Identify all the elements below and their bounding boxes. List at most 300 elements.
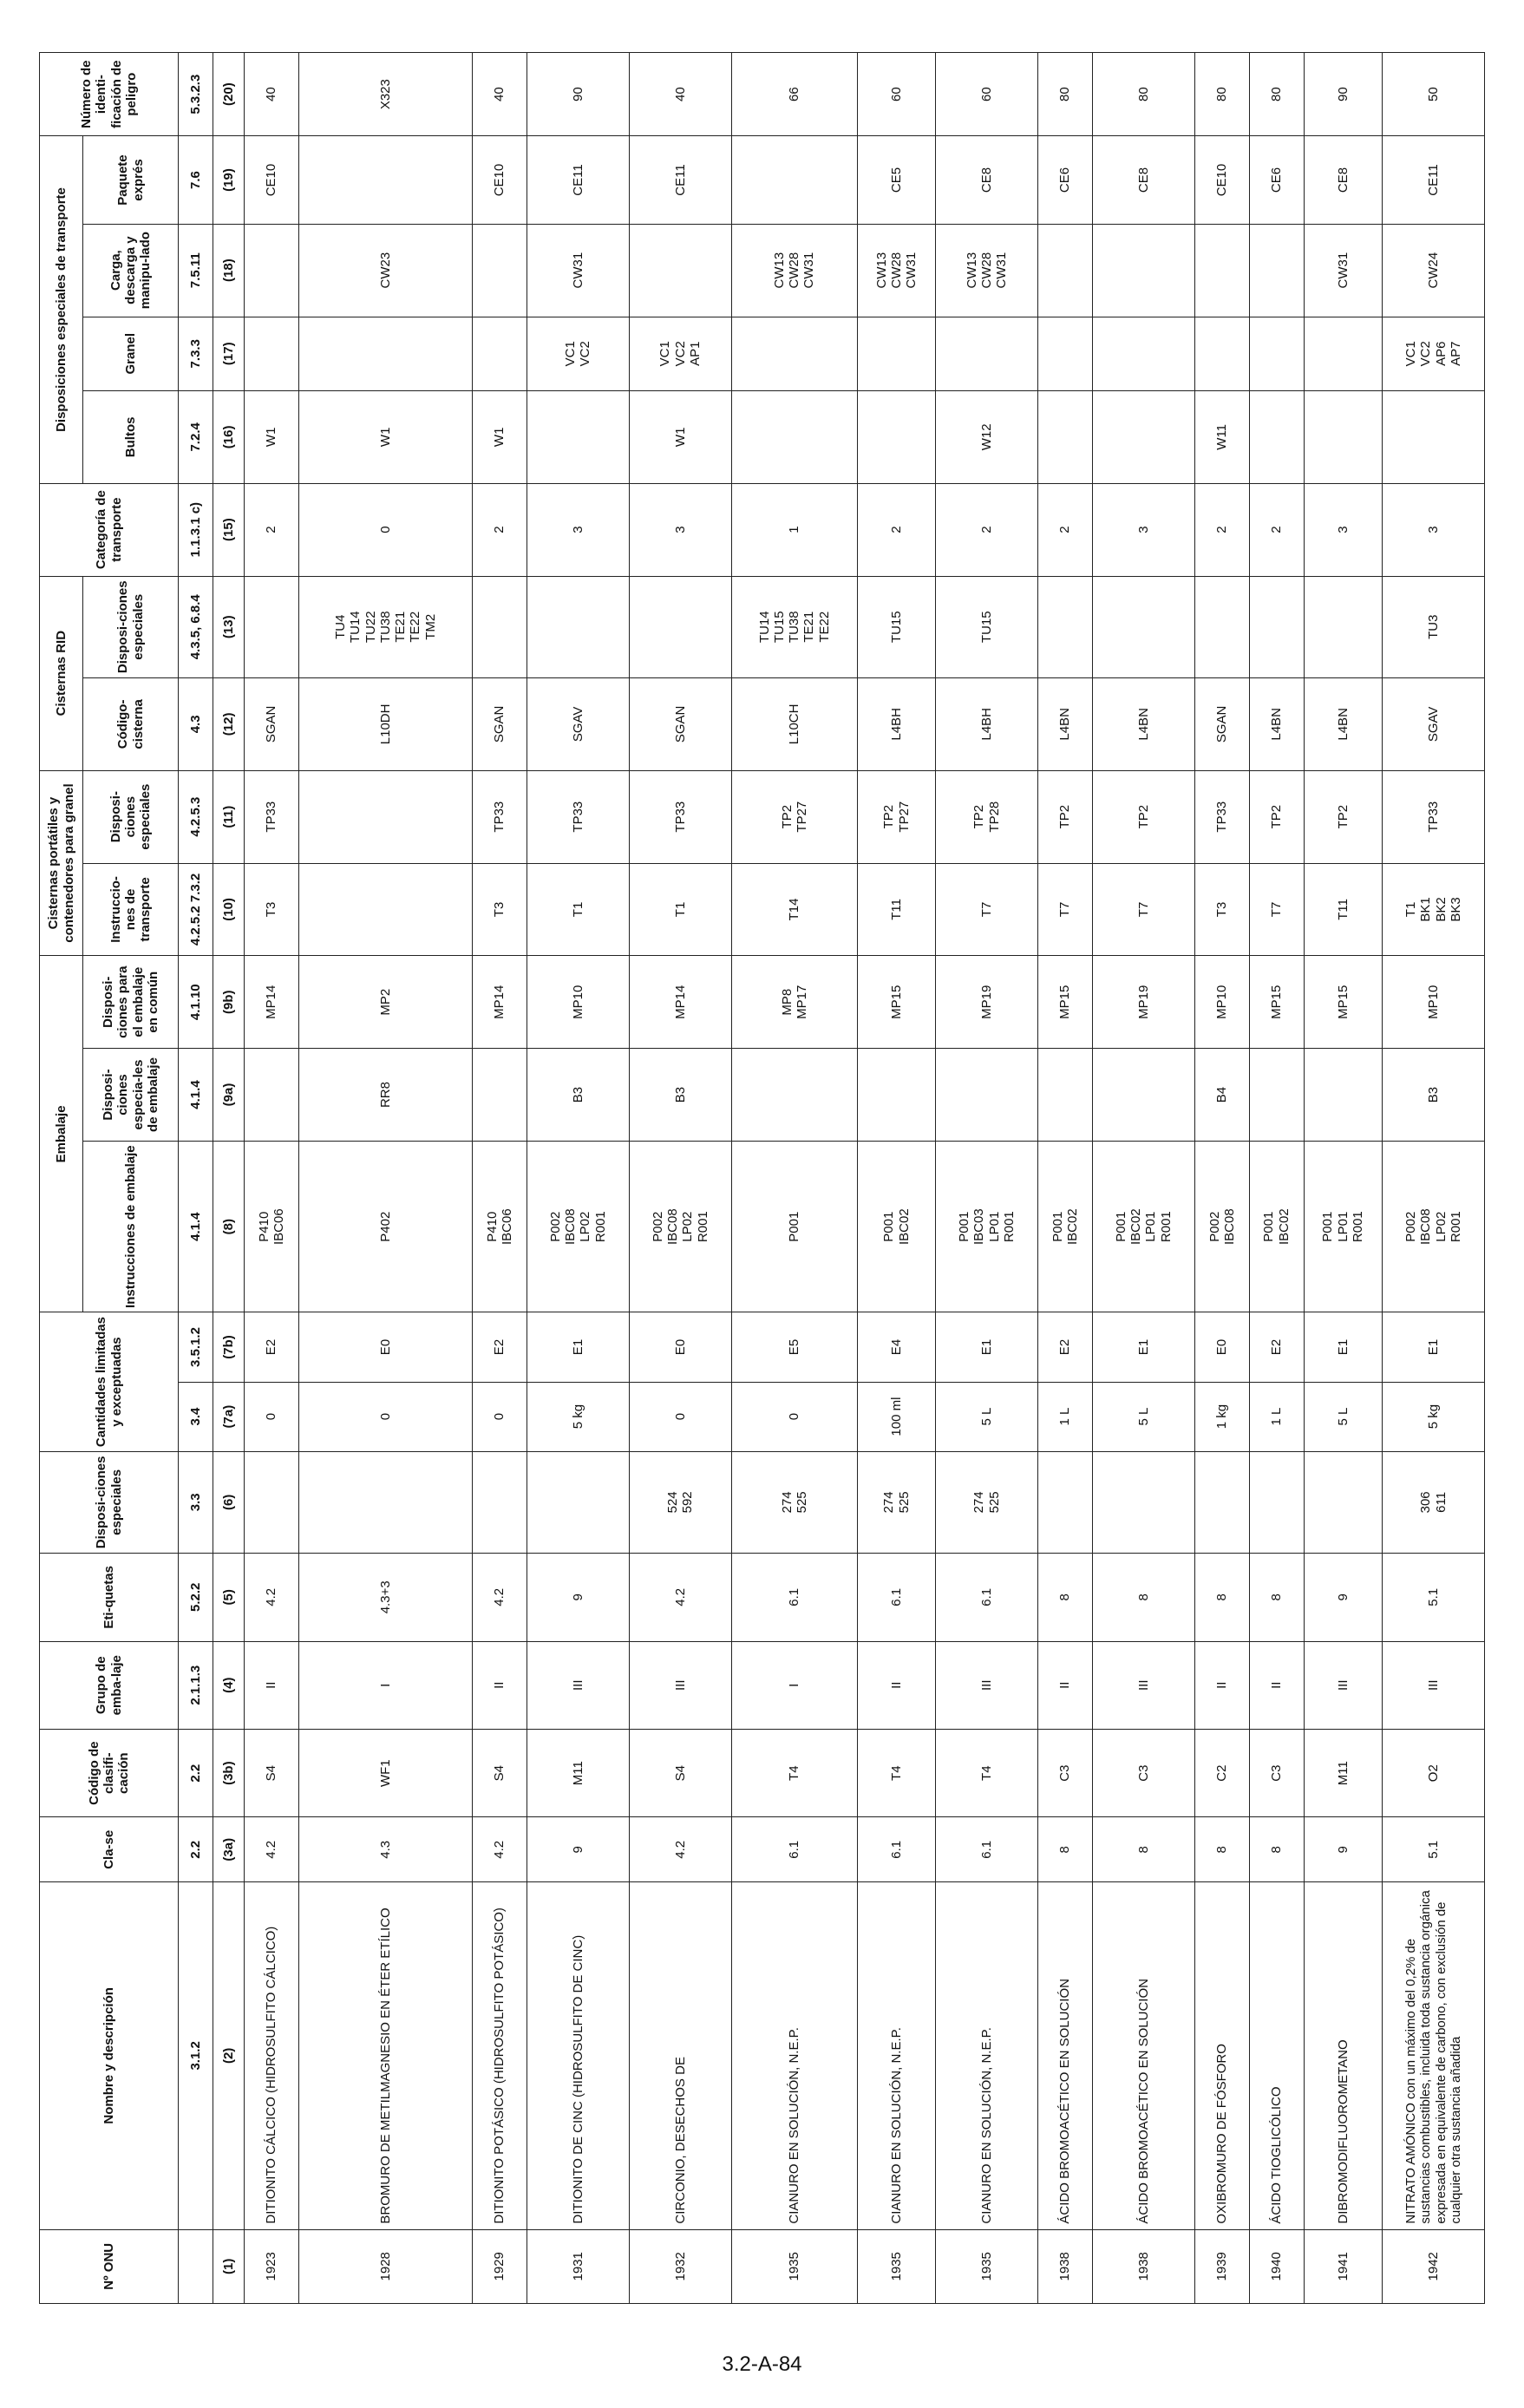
table-row-cell: E1 — [1304, 1312, 1382, 1382]
table-row-cell: 3 — [1093, 483, 1195, 576]
reference-row-cell: 2.2 — [179, 1817, 213, 1882]
table-row-cell: T14 — [731, 863, 857, 956]
table-row-cell: 306 611 — [1383, 1451, 1485, 1553]
table-row-cell: TP2 — [1093, 770, 1195, 863]
table-row-cell: 8 — [1194, 1554, 1249, 1641]
table-row-cell — [298, 1451, 472, 1553]
table-row-cell: C3 — [1093, 1729, 1195, 1816]
table-row-cell: 40 — [245, 53, 299, 136]
table-row-cell: TP2 TP28 — [936, 770, 1038, 863]
table-row-cell: 3 — [1304, 483, 1382, 576]
table-row-cell: 1932 — [629, 2229, 731, 2303]
table-row-cell: CE10 — [1194, 136, 1249, 224]
table-row-cell: 1928 — [298, 2229, 472, 2303]
column-number-row-cell: (7b) — [213, 1312, 245, 1382]
table-row-cell: MP14 — [473, 956, 527, 1049]
table-row-cell: TP33 — [1383, 770, 1485, 863]
reference-row-cell: 4.1.10 — [179, 956, 213, 1049]
table-row-cell: 6.1 — [936, 1817, 1038, 1882]
table-row-cell: 1938 — [1038, 2229, 1093, 2303]
table-row-cell: 2 — [1038, 483, 1093, 576]
table-row-cell: 524 592 — [629, 1451, 731, 1553]
table-row-cell: SGAV — [527, 677, 630, 770]
header-cantidades: Cantidades limitadas y exceptuadas — [40, 1312, 179, 1451]
table-row-cell: P001 IBC02 — [1038, 1141, 1093, 1312]
column-number-row-cell: (12) — [213, 677, 245, 770]
table-row-cell: TU3 — [1383, 576, 1485, 677]
table-row-cell — [1194, 1451, 1249, 1553]
table-row-cell: CW31 — [527, 224, 630, 317]
table-row-cell: TP33 — [473, 770, 527, 863]
table-row — [1093, 53, 1195, 2304]
table-row-cell: CIANURO EN SOLUCIÓN, N.E.P. — [857, 1882, 935, 2229]
table-row-cell — [1249, 576, 1304, 677]
table-row-cell: X323 — [298, 53, 472, 136]
table-row-cell: TP33 — [629, 770, 731, 863]
reference-row-cell: 7.5.11 — [179, 224, 213, 317]
table-row-cell: CW31 — [1304, 224, 1382, 317]
header-disposiciones-transporte: Disposiciones especiales de transporte — [40, 136, 83, 483]
table-row-cell: 1935 — [731, 2229, 857, 2303]
table-row-cell: 6.1 — [857, 1817, 935, 1882]
table-row-cell — [857, 317, 935, 390]
table-row-cell — [1249, 390, 1304, 483]
table-row-cell: III — [629, 1641, 731, 1729]
table-row-cell: 4.3 — [298, 1817, 472, 1882]
table-row-cell: T7 — [1038, 863, 1093, 956]
table-row-cell: VC1 VC2 AP1 — [629, 317, 731, 390]
table-row-cell: C3 — [1038, 1729, 1093, 1816]
table-row-cell: CE6 — [1249, 136, 1304, 224]
table-row-cell: 80 — [1038, 53, 1093, 136]
column-number-row-cell: (19) — [213, 136, 245, 224]
table-row-cell: 4.2 — [245, 1817, 299, 1882]
table-row-cell: I — [298, 1641, 472, 1729]
table-row-cell: 2 — [857, 483, 935, 576]
table-row-cell: W1 — [245, 390, 299, 483]
column-number-row-cell: (9b) — [213, 956, 245, 1049]
column-number-row-cell: (5) — [213, 1554, 245, 1641]
table-row — [527, 53, 630, 2304]
table-row-cell: MP8 MP17 — [731, 956, 857, 1049]
table-row-cell: L4BH — [857, 677, 935, 770]
table-row-cell: 0 — [245, 1382, 299, 1451]
table-row-cell: 2 — [473, 483, 527, 576]
table-row-cell: MP2 — [298, 956, 472, 1049]
table-row — [1383, 53, 1485, 2304]
table-row-cell — [1304, 317, 1382, 390]
table-row-cell — [1093, 576, 1195, 677]
table-row-cell: T3 — [473, 863, 527, 956]
table-row-cell: SGAN — [629, 677, 731, 770]
header-nombre: Nombre y descripción — [40, 1882, 179, 2229]
table-row-cell: RR8 — [298, 1049, 472, 1142]
reference-row-cell: 7.6 — [179, 136, 213, 224]
table-row-cell: 274 525 — [857, 1451, 935, 1553]
table-row-cell: 1 — [731, 483, 857, 576]
table-row-cell: MP15 — [857, 956, 935, 1049]
reference-row-cell: 7.3.3 — [179, 317, 213, 390]
table-row-cell: 0 — [298, 1382, 472, 1451]
table-row-cell: MP10 — [1383, 956, 1485, 1049]
table-row-cell: P001 IBC02 LP01 R001 — [1093, 1141, 1195, 1312]
table-row-cell: MP10 — [527, 956, 630, 1049]
table-row — [731, 53, 857, 2304]
table-row-cell: III — [527, 1641, 630, 1729]
table-row-cell: 8 — [1093, 1817, 1195, 1882]
header-expres: Paquete exprés — [83, 136, 179, 224]
table-row-cell — [629, 576, 731, 677]
table-row-cell: 80 — [1249, 53, 1304, 136]
table-row-cell: 8 — [1249, 1554, 1304, 1641]
reference-row-cell: 2.2 — [179, 1729, 213, 1816]
table-row-cell: II — [245, 1641, 299, 1729]
table-row-cell: 1941 — [1304, 2229, 1382, 2303]
table-row-cell: T4 — [936, 1729, 1038, 1816]
table-row-cell: 5 L — [1304, 1382, 1382, 1451]
table-row-cell: T11 — [857, 863, 935, 956]
table-row-cell: B3 — [527, 1049, 630, 1142]
table-row-cell — [1304, 390, 1382, 483]
table-row-cell: 8 — [1038, 1554, 1093, 1641]
table-row-cell: II — [1249, 1641, 1304, 1729]
table-row-cell — [936, 317, 1038, 390]
header-disposiciones-portatiles: Disposi-ciones especiales — [83, 770, 179, 863]
table-row-cell: III — [1383, 1641, 1485, 1729]
table-row-cell — [1093, 1451, 1195, 1553]
reference-row-cell: 2.1.1.3 — [179, 1641, 213, 1729]
table-row-cell — [629, 224, 731, 317]
table-row-cell: TP2 TP27 — [731, 770, 857, 863]
table-row-cell: CW23 — [298, 224, 472, 317]
table-row-cell: 90 — [527, 53, 630, 136]
table-row-cell: TU14 TU15 TU38 TE21 TE22 — [731, 576, 857, 677]
table-row-cell: MP19 — [936, 956, 1038, 1049]
table-row-cell: CE11 — [1383, 136, 1485, 224]
table-row-cell: 5 kg — [1383, 1382, 1485, 1451]
table-body — [179, 53, 1485, 2304]
table-row-cell: T4 — [731, 1729, 857, 1816]
header-embalaje-comun: Disposi-ciones para el embalaje en común — [83, 956, 179, 1049]
table-row-cell: 5 L — [936, 1382, 1038, 1451]
table-row-cell: W12 — [936, 390, 1038, 483]
table-row-cell: 5.1 — [1383, 1554, 1485, 1641]
table-row — [629, 53, 731, 2304]
column-number-row-cell: (7a) — [213, 1382, 245, 1451]
table-row-cell: L4BN — [1249, 677, 1304, 770]
table-row-cell: CW24 — [1383, 224, 1485, 317]
table-row-cell — [936, 1049, 1038, 1142]
header-etiquetas: Eti-quetas — [40, 1554, 179, 1641]
table-row-cell: TP33 — [527, 770, 630, 863]
table-row-cell: T3 — [1194, 863, 1249, 956]
table-row-cell: CW13 CW28 CW31 — [731, 224, 857, 317]
reference-row — [179, 53, 213, 2304]
table-row-cell: W11 — [1194, 390, 1249, 483]
table-row-cell: CE8 — [1304, 136, 1382, 224]
table-row-cell: P002 IBC08 LP02 R001 — [1383, 1141, 1485, 1312]
table-row-cell: B3 — [1383, 1049, 1485, 1142]
table-row-cell: DITIONITO DE CINC (HIDROSULFITO DE CINC) — [527, 1882, 630, 2229]
table-row-cell: CE10 — [473, 136, 527, 224]
table-row — [473, 53, 527, 2304]
reference-row-cell: 3.4 — [179, 1382, 213, 1451]
table-row-cell: P002 IBC08 — [1194, 1141, 1249, 1312]
table-row-cell: W1 — [473, 390, 527, 483]
reference-row-cell: 5.2.2 — [179, 1554, 213, 1641]
table-row-cell — [245, 1049, 299, 1142]
table-row-cell: 6.1 — [936, 1554, 1038, 1641]
table-row-cell — [298, 136, 472, 224]
table-row-cell: P002 IBC08 LP02 R001 — [629, 1141, 731, 1312]
reference-row-cell: 4.1.4 — [179, 1049, 213, 1142]
table-row-cell: TP2 — [1304, 770, 1382, 863]
table-row-cell: E0 — [629, 1312, 731, 1382]
table-row-cell: E2 — [1249, 1312, 1304, 1382]
table-row-cell: 1935 — [936, 2229, 1038, 2303]
table-row-cell: MP15 — [1249, 956, 1304, 1049]
header-disposiciones-rid: Disposi-ciones especiales — [83, 576, 179, 677]
table-row-cell: P001 IBC03 LP01 R001 — [936, 1141, 1038, 1312]
header-instrucciones-transporte: Instruccio-nes de transporte — [83, 863, 179, 956]
reference-row-cell: 4.3 — [179, 677, 213, 770]
header-onu: Nº ONU — [40, 2229, 179, 2303]
table-row-cell — [298, 770, 472, 863]
column-number-row-cell: (13) — [213, 576, 245, 677]
header-cisternas-portatiles: Cisternas portátiles y contenedores para granel — [40, 770, 83, 956]
table-row-cell: P001 IBC02 — [857, 1141, 935, 1312]
table-row-cell: 3 — [629, 483, 731, 576]
table-row-cell — [1304, 1049, 1382, 1142]
table-row-cell: M11 — [527, 1729, 630, 1816]
table-row-cell: 5 L — [1093, 1382, 1195, 1451]
table-row-cell — [473, 1451, 527, 1553]
table-row-cell: C3 — [1249, 1729, 1304, 1816]
table-row-cell: P402 — [298, 1141, 472, 1312]
table-row-cell: 6.1 — [731, 1554, 857, 1641]
reference-row-cell: 3.3 — [179, 1451, 213, 1553]
table-row-cell: 2 — [936, 483, 1038, 576]
table-row-cell: CW13 CW28 CW31 — [936, 224, 1038, 317]
table-row-cell: 90 — [1304, 53, 1382, 136]
table-row-cell: E2 — [1038, 1312, 1093, 1382]
table-row-cell — [1093, 1049, 1195, 1142]
table-row-cell: TP33 — [1194, 770, 1249, 863]
table-row-cell: ÁCIDO TIOGLICÓLICO — [1249, 1882, 1304, 2229]
table-row-cell: T11 — [1304, 863, 1382, 956]
table-row-cell: 1929 — [473, 2229, 527, 2303]
table-row-cell — [1304, 1451, 1382, 1553]
table-row-cell: MP15 — [1038, 956, 1093, 1049]
table-row-cell: 9 — [1304, 1817, 1382, 1882]
table-row-cell: TP33 — [245, 770, 299, 863]
table-row-cell: L10CH — [731, 677, 857, 770]
table-row — [936, 53, 1038, 2304]
table-row-cell — [731, 317, 857, 390]
table-row-cell: P001 LP01 R001 — [1304, 1141, 1382, 1312]
table-row-cell — [731, 136, 857, 224]
table-row-cell: TU15 — [936, 576, 1038, 677]
table-row-cell: 4.2 — [473, 1817, 527, 1882]
table-row — [1038, 53, 1093, 2304]
reference-row-cell — [179, 2229, 213, 2303]
table-row-cell: 80 — [1093, 53, 1195, 136]
table-row-cell: 1923 — [245, 2229, 299, 2303]
table-row — [1249, 53, 1304, 2304]
table-row-cell: 1939 — [1194, 2229, 1249, 2303]
column-number-row-cell: (6) — [213, 1451, 245, 1553]
table-row-cell: VC1 VC2 AP6 AP7 — [1383, 317, 1485, 390]
column-number-row-cell: (3a) — [213, 1817, 245, 1882]
table-row-cell: 100 ml — [857, 1382, 935, 1451]
table-row-cell: M11 — [1304, 1729, 1382, 1816]
reference-row-cell: 4.3.5, 6.8.4 — [179, 576, 213, 677]
table-row-cell: S4 — [245, 1729, 299, 1816]
reference-row-cell: 3.1.2 — [179, 1882, 213, 2229]
table-row-cell: DITIONITO CÁLCICO (HIDROSULFITO CÁLCICO) — [245, 1882, 299, 2229]
table-row-cell — [857, 390, 935, 483]
table-row-cell: 50 — [1383, 53, 1485, 136]
header-instrucciones-embalaje: Instrucciones de embalaje — [83, 1141, 179, 1312]
table-row-cell — [1249, 317, 1304, 390]
table-row-cell — [527, 576, 630, 677]
column-number-row-cell: (11) — [213, 770, 245, 863]
table-row-cell — [298, 317, 472, 390]
reference-row-cell: 4.1.4 — [179, 1141, 213, 1312]
reference-row-cell: 4.2.5.3 — [179, 770, 213, 863]
table-row-cell: SGAN — [245, 677, 299, 770]
table-row-cell: 1942 — [1383, 2229, 1485, 2303]
column-number-row-cell: (10) — [213, 863, 245, 956]
table-row-cell — [245, 1451, 299, 1553]
column-number-row-cell: (17) — [213, 317, 245, 390]
table-row-cell: CE10 — [245, 136, 299, 224]
table-row-cell: SGAN — [473, 677, 527, 770]
table-row-cell: T1 BK1 BK2 BK3 — [1383, 863, 1485, 956]
table-row-cell: ÁCIDO BROMOACÉTICO EN SOLUCIÓN — [1093, 1882, 1195, 2229]
table-row-cell: 1935 — [857, 2229, 935, 2303]
table-row-cell: II — [1038, 1641, 1093, 1729]
table-row-cell: TP2 TP27 — [857, 770, 935, 863]
header-granel: Granel — [83, 317, 179, 390]
table-row-cell: W1 — [298, 390, 472, 483]
header-codigo: Código de clasifi-cación — [40, 1729, 179, 1816]
header-clase: Cla-se — [40, 1817, 179, 1882]
table-row-cell: 1940 — [1249, 2229, 1304, 2303]
table-row-cell: TU15 — [857, 576, 935, 677]
table-row-cell — [1093, 390, 1195, 483]
table-row-cell — [1038, 576, 1093, 677]
table-row-cell — [1038, 1451, 1093, 1553]
table-row-cell: 4.2 — [473, 1554, 527, 1641]
table-row-cell: L4BN — [1038, 677, 1093, 770]
table-row-cell: TU4 TU14 TU22 TU38 TE21 TE22 TM2 — [298, 576, 472, 677]
table-row-cell: S4 — [473, 1729, 527, 1816]
table-row-cell: 8 — [1249, 1817, 1304, 1882]
table-row-cell: 0 — [629, 1382, 731, 1451]
table-row-cell — [527, 390, 630, 483]
table-row-cell: CIANURO EN SOLUCIÓN, N.E.P. — [731, 1882, 857, 2229]
table-row-cell: TP2 — [1038, 770, 1093, 863]
table-row-cell: BROMURO DE METILMAGNESIO EN ÉTER ETÍLICO — [298, 1882, 472, 2229]
table-row-cell — [473, 576, 527, 677]
column-number-row-cell: (15) — [213, 483, 245, 576]
table-row-cell: DIBROMODIFLUOROMETANO — [1304, 1882, 1382, 2229]
table-row-cell: 4.3+3 — [298, 1554, 472, 1641]
table-row — [1194, 53, 1249, 2304]
table-row-cell: E4 — [857, 1312, 935, 1382]
table-row-cell: 4.2 — [245, 1554, 299, 1641]
table-row-cell: 66 — [731, 53, 857, 136]
table-row-cell: E0 — [298, 1312, 472, 1382]
table-row-cell: S4 — [629, 1729, 731, 1816]
table-row-cell: L4BH — [936, 677, 1038, 770]
column-number-row-cell: (3b) — [213, 1729, 245, 1816]
table-row-cell: MP10 — [1194, 956, 1249, 1049]
table-row-cell: 8 — [1093, 1554, 1195, 1641]
table-row-cell: 9 — [1304, 1554, 1382, 1641]
table-row-cell: C2 — [1194, 1729, 1249, 1816]
table-row-cell: 4.2 — [629, 1554, 731, 1641]
table-row-cell: II — [473, 1641, 527, 1729]
table-row — [245, 53, 299, 2304]
table-row-cell: 80 — [1194, 53, 1249, 136]
table-row-cell — [1194, 224, 1249, 317]
header-grupo: Grupo de emba-laje — [40, 1641, 179, 1729]
table-row-cell: 3 — [1383, 483, 1485, 576]
table-row-cell: MP15 — [1304, 956, 1382, 1049]
column-number-row-cell: (20) — [213, 53, 245, 136]
table-row-cell: TP2 — [1249, 770, 1304, 863]
table-row-cell — [473, 224, 527, 317]
table-row-cell: WF1 — [298, 1729, 472, 1816]
table-row-cell: 6.1 — [857, 1554, 935, 1641]
table-row-cell: CE5 — [857, 136, 935, 224]
table-row-cell: SGAN — [1194, 677, 1249, 770]
table-row-cell: CE8 — [1093, 136, 1195, 224]
table-row-cell — [473, 317, 527, 390]
table-row-cell — [245, 317, 299, 390]
table-row-cell: MP14 — [629, 956, 731, 1049]
table-row-cell: 3 — [527, 483, 630, 576]
table-row-cell — [1038, 224, 1093, 317]
table-row-cell: III — [936, 1641, 1038, 1729]
rotated-table-container — [39, 52, 1485, 2304]
column-number-row — [213, 53, 245, 2304]
table-row-cell: E0 — [1194, 1312, 1249, 1382]
table-row-cell — [1249, 1049, 1304, 1142]
table-row-cell: OXIBROMURO DE FÓSFORO — [1194, 1882, 1249, 2229]
column-number-row-cell: (18) — [213, 224, 245, 317]
header-embalaje: Embalaje — [40, 956, 83, 1312]
header-carga: Carga, descarga y manipu-lado — [83, 224, 179, 317]
header-peligro: Número de identi-ficación de peligro — [40, 53, 179, 136]
table-row-cell: E1 — [936, 1312, 1038, 1382]
table-row-cell: 40 — [473, 53, 527, 136]
reference-row-cell: 5.3.2.3 — [179, 53, 213, 136]
table-row-cell — [1249, 1451, 1304, 1553]
table-row-cell: 40 — [629, 53, 731, 136]
column-number-row-cell: (4) — [213, 1641, 245, 1729]
table-row-cell: 6.1 — [731, 1817, 857, 1882]
table-row-cell: E5 — [731, 1312, 857, 1382]
table-row-cell: E2 — [245, 1312, 299, 1382]
table-row-cell: 1 kg — [1194, 1382, 1249, 1451]
table-row-cell: 1 L — [1038, 1382, 1093, 1451]
column-number-row-cell: (8) — [213, 1141, 245, 1312]
table-row-cell: NITRATO AMÓNICO con un máximo del 0,2% de sustancias combustibles, incluida toda sustancia orgánica expresada en equivalente de carbono, con exclusión de cualquier otra sustancia añadida — [1383, 1882, 1485, 2229]
dangerous-goods-table — [39, 52, 1485, 2304]
